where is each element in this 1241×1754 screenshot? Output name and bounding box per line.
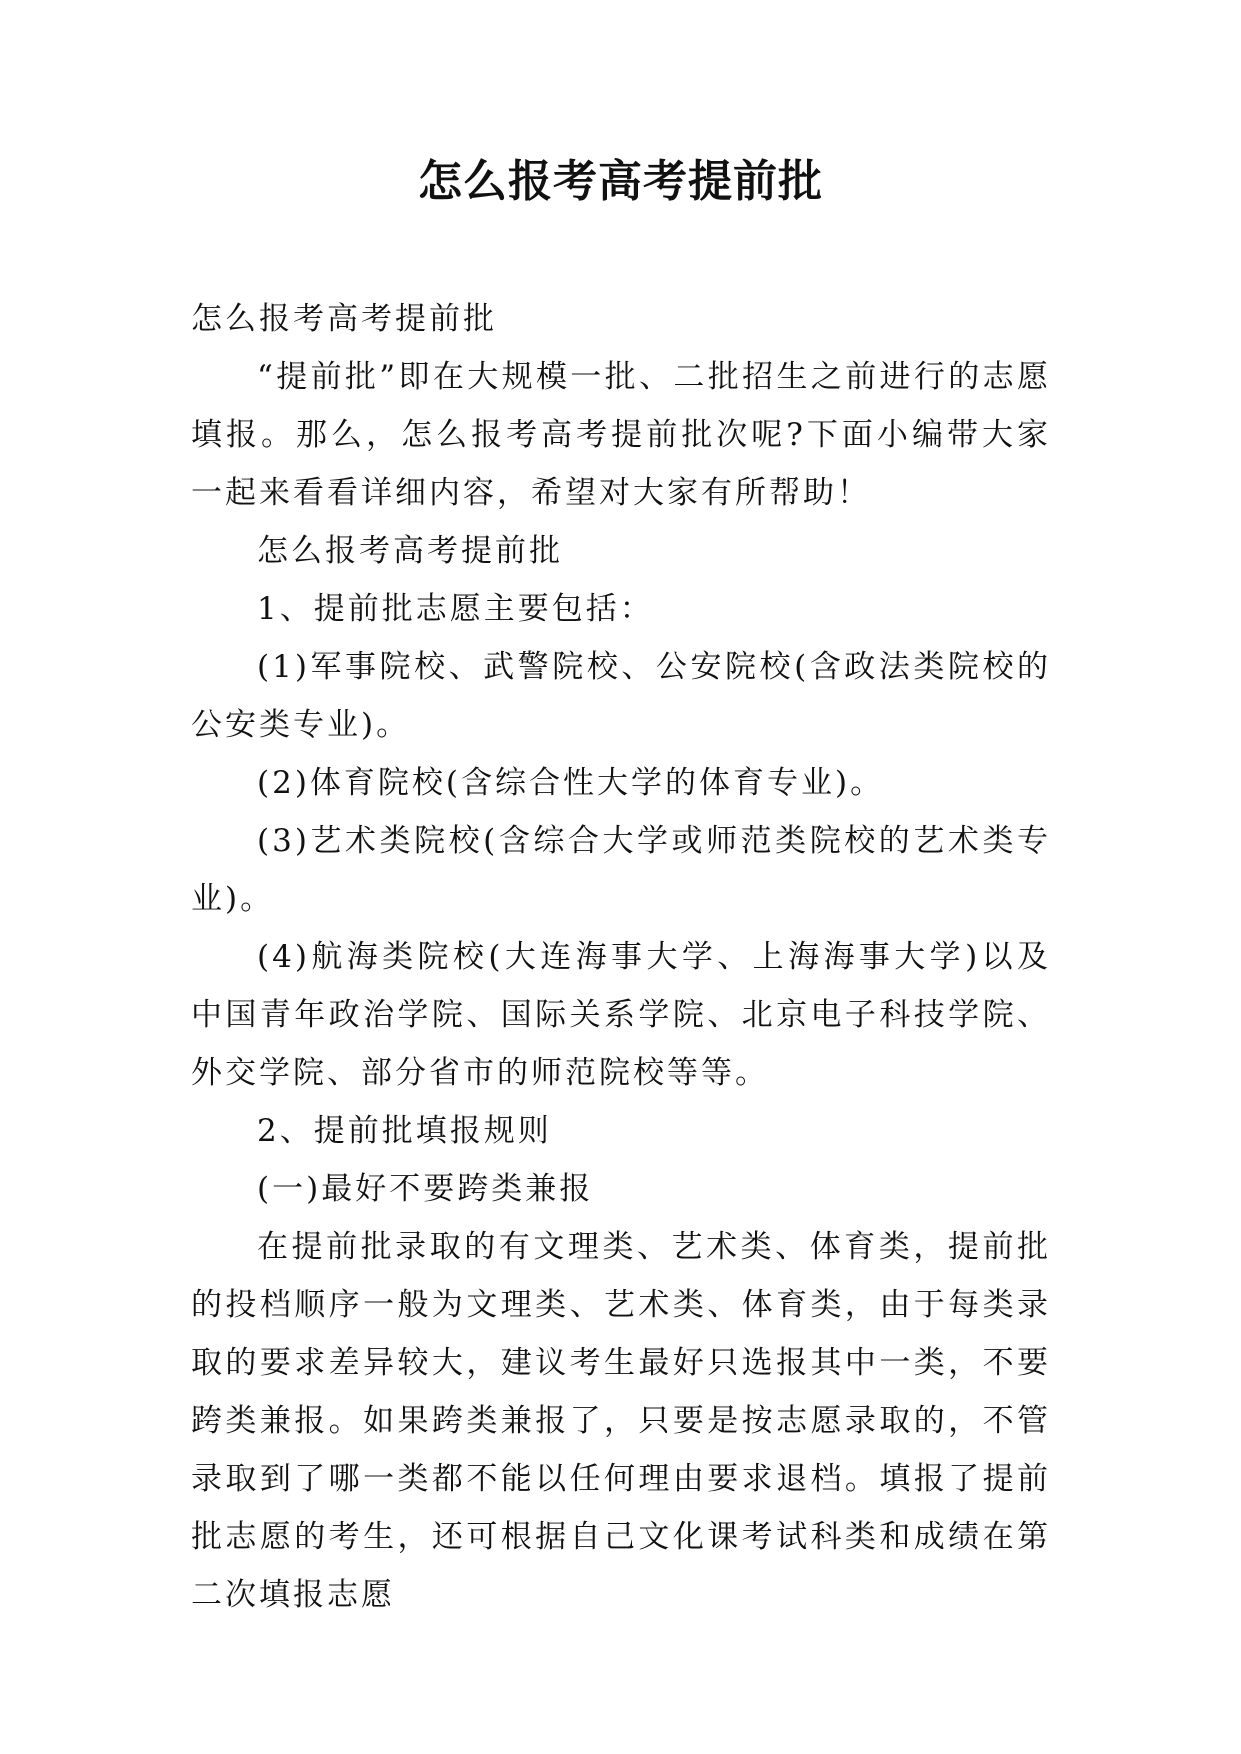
paragraph-subheading: 怎么报考高考提前批 — [257, 533, 563, 569]
paragraph-section-2: 2、提前批填报规则 — [257, 1113, 552, 1149]
paragraph-intro: “提前批”即在大规模一批、二批招生之前进行的志愿填报。那么，怎么报考高考提前批次呢?下面小编带大家一起来看看详细内容，希望对大家有所帮助！ — [191, 359, 1051, 511]
paragraph-item-1: (1)军事院校、武警院校、公安院校(含政法类院校的公安类专业)。 — [191, 649, 1051, 743]
paragraph-item-4: (4)航海类院校(大连海事大学、上海海事大学)以及中国青年政治学院、国际关系学院、北京电子科技学院、外交学院、部分省市的师范院校等等。 — [191, 939, 1051, 1091]
document-title: 怎么报考高考提前批 — [418, 156, 823, 207]
paragraph-rule-1-body: 在提前批录取的有文理类、艺术类、体育类，提前批的投档顺序一般为文理类、艺术类、体育类，由于每类录取的要求差异较大，建议考生最好只选报其中一类，不要跨类兼报。如果跨类兼报了，只要是按志愿录取的，不管录取到了哪一类都不能以任何理由要求退档。填报了提前批志愿的考生，还可根据自己文化课考试科类和成绩在第二次填报志愿 — [191, 1229, 1051, 1613]
paragraph-rule-1: (一)最好不要跨类兼报 — [257, 1171, 594, 1207]
paragraph-heading: 怎么报考高考提前批 — [191, 301, 497, 337]
paragraph-section-1: 1、提前批志愿主要包括： — [257, 591, 654, 627]
paragraph-item-2: (2)体育院校(含综合性大学的体育专业)。 — [257, 765, 885, 801]
paragraph-item-3: (3)艺术类院校(含综合大学或师范类院校的艺术类专业)。 — [191, 823, 1051, 917]
document-body — [191, 290, 1051, 1624]
